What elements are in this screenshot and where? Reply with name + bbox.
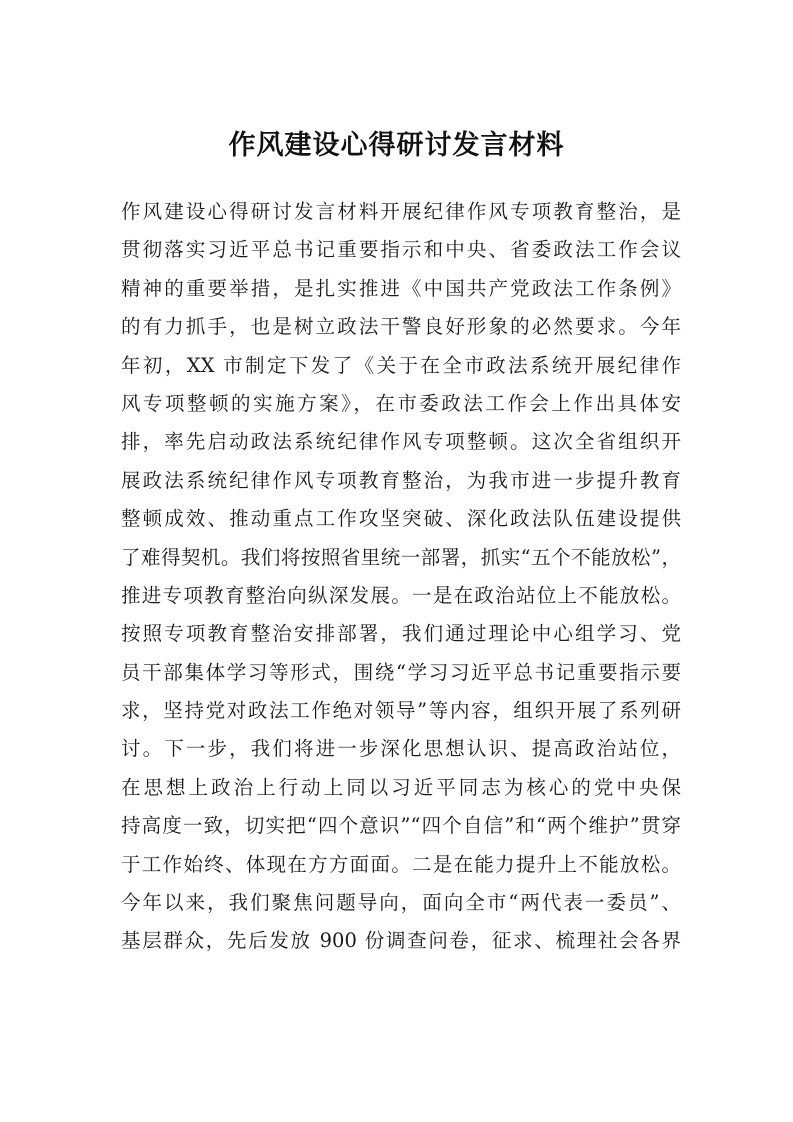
body-line: 排，率先启动政法系统纪律作风专项整顿。这次全省组织开 <box>121 430 681 454</box>
body-line: 了难得契机。我们将按照省里统一部署，抓实“五个不能放松”， <box>121 545 681 569</box>
body-line: 今年以来，我们聚焦问题导向，面向全市“两代表一委员”、 <box>121 891 681 915</box>
body-line: 基层群众，先后发放 900 份调查问卷，征求、梳理社会各界 <box>121 929 681 953</box>
body-line: 精神的重要举措，是扎实推进《中国共产党政法工作条例》 <box>121 276 681 300</box>
body-line: 整顿成效、推动重点工作攻坚突破、深化政法队伍建设提供 <box>121 507 681 531</box>
body-line: 在思想上政治上行动上同以习近平同志为核心的党中央保 <box>121 775 681 799</box>
body-line: 于工作始终、体现在方方面面。二是在能力提升上不能放松。 <box>121 852 681 876</box>
body-line: 推进专项教育整治向纵深发展。一是在政治站位上不能放松。 <box>121 583 681 607</box>
body-line: 作风建设心得研讨发言材料开展纪律作风专项教育整治，是 <box>121 200 681 223</box>
body-line: 的有力抓手，也是树立政法干警良好形象的必然要求。今年 <box>121 315 681 339</box>
body-line: 持高度一致，切实把“四个意识”“四个自信”和“两个维护”贯穿 <box>121 814 681 838</box>
body-line: 讨。下一步，我们将进一步深化思想认识、提高政治站位， <box>121 737 681 761</box>
body-line: 贯彻落实习近平总书记重要指示和中央、省委政法工作会议 <box>121 238 681 262</box>
body-line: 风专项整顿的实施方案》，在市委政法工作会上作出具体安 <box>121 391 681 415</box>
body-line: 求，坚持党对政法工作绝对领导”等内容，组织开展了系列研 <box>121 699 681 723</box>
body-line: 展政法系统纪律作风专项教育整治，为我市进一步提升教育 <box>121 468 681 492</box>
document-body <box>121 193 681 961</box>
body-line: 员干部集体学习等形式，围绕“学习习近平总书记重要指示要 <box>121 660 681 684</box>
body-line: 按照专项教育整治安排部署，我们通过理论中心组学习、党 <box>121 622 681 646</box>
body-line: 年初，XX 市制定下发了《关于在全市政法系统开展纪律作 <box>121 353 681 377</box>
document-title: 作风建设心得研讨发言材料 <box>228 130 565 161</box>
